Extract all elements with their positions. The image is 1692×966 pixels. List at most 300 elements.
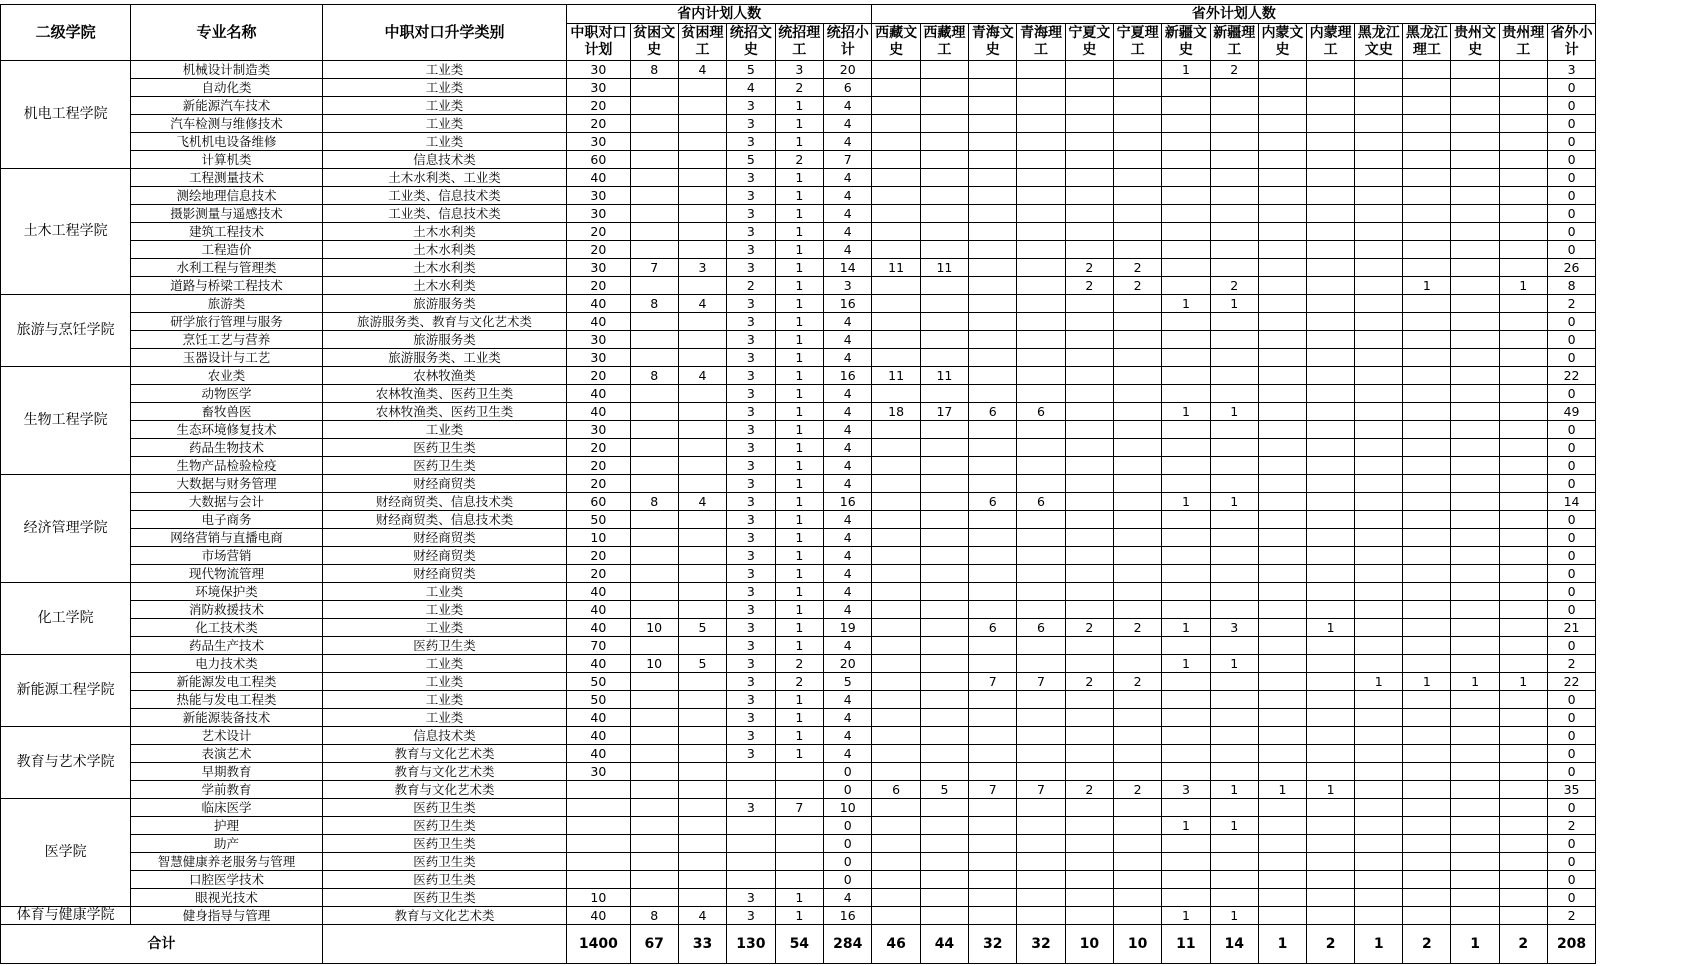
major-cell: 艺术设计 — [131, 727, 323, 745]
value-cell — [1065, 871, 1113, 889]
value-cell — [1210, 421, 1258, 439]
value-cell: 4 — [678, 61, 726, 79]
value-cell — [678, 583, 726, 601]
value-cell — [1355, 493, 1403, 511]
value-cell — [1307, 295, 1355, 313]
value-cell: 49 — [1547, 403, 1596, 421]
value-cell — [872, 547, 920, 565]
value-cell — [1258, 241, 1306, 259]
value-cell — [678, 601, 726, 619]
value-cell — [1017, 817, 1065, 835]
value-cell — [1403, 187, 1451, 205]
value-cell — [1210, 349, 1258, 367]
value-cell — [1258, 583, 1306, 601]
category-cell: 工业类 — [322, 115, 566, 133]
value-cell: 1 — [775, 277, 823, 295]
value-cell — [1113, 583, 1161, 601]
header-out-col: 宁夏文史 — [1065, 24, 1113, 61]
value-cell: 30 — [567, 205, 630, 223]
table-row — [1, 583, 1692, 601]
value-cell — [1065, 313, 1113, 331]
value-cell — [567, 871, 630, 889]
value-cell — [727, 781, 776, 799]
value-cell — [678, 763, 726, 781]
value-cell — [920, 349, 968, 367]
value-cell — [1307, 763, 1355, 781]
total-value-cell: 14 — [1210, 925, 1258, 964]
value-cell — [678, 277, 726, 295]
value-cell — [678, 151, 726, 169]
value-cell — [678, 745, 726, 763]
value-cell — [872, 853, 920, 871]
value-cell: 3 — [727, 241, 776, 259]
value-cell: 0 — [1547, 547, 1596, 565]
value-cell — [872, 241, 920, 259]
value-cell — [1307, 691, 1355, 709]
major-cell: 电力技术类 — [131, 655, 323, 673]
value-cell: 6 — [1017, 619, 1065, 637]
major-cell: 早期教育 — [131, 763, 323, 781]
value-cell — [678, 133, 726, 151]
value-cell: 40 — [567, 619, 630, 637]
value-cell: 1 — [775, 133, 823, 151]
value-cell — [1355, 529, 1403, 547]
value-cell — [872, 475, 920, 493]
value-cell: 5 — [920, 781, 968, 799]
value-cell — [1499, 187, 1547, 205]
table-row — [1, 709, 1692, 727]
major-cell: 市场营销 — [131, 547, 323, 565]
value-cell — [1355, 583, 1403, 601]
value-cell — [872, 151, 920, 169]
value-cell — [1210, 475, 1258, 493]
value-cell: 4 — [823, 241, 872, 259]
value-cell — [1210, 511, 1258, 529]
value-cell — [872, 709, 920, 727]
value-cell — [1499, 781, 1547, 799]
value-cell: 50 — [567, 673, 630, 691]
value-cell — [1403, 115, 1451, 133]
value-cell: 4 — [823, 133, 872, 151]
category-cell: 工业类 — [322, 61, 566, 79]
major-cell: 研学旅行管理与服务 — [131, 313, 323, 331]
value-cell — [872, 115, 920, 133]
value-cell — [1499, 367, 1547, 385]
value-cell — [920, 673, 968, 691]
value-cell — [1307, 403, 1355, 421]
header-out-col: 宁夏理工 — [1113, 24, 1161, 61]
major-cell: 计算机类 — [131, 151, 323, 169]
value-cell: 30 — [567, 763, 630, 781]
value-cell: 3 — [727, 187, 776, 205]
category-cell: 财经商贸类 — [322, 565, 566, 583]
value-cell: 22 — [1547, 673, 1596, 691]
value-cell — [1499, 313, 1547, 331]
value-cell: 3 — [1547, 61, 1596, 79]
total-value-cell: 1 — [1451, 925, 1499, 964]
value-cell: 3 — [727, 511, 776, 529]
value-cell — [1210, 583, 1258, 601]
value-cell: 40 — [567, 655, 630, 673]
value-cell — [1451, 205, 1499, 223]
value-cell — [1065, 511, 1113, 529]
value-cell — [1017, 421, 1065, 439]
value-cell: 20 — [567, 277, 630, 295]
major-cell: 测绘地理信息技术 — [131, 187, 323, 205]
enrollment-plan-table — [0, 4, 1692, 964]
total-row — [1, 925, 1692, 964]
header-out-col: 黑龙江文史 — [1355, 24, 1403, 61]
value-cell — [678, 97, 726, 115]
value-cell: 6 — [969, 493, 1017, 511]
category-cell: 医药卫生类 — [322, 871, 566, 889]
value-cell — [1403, 637, 1451, 655]
value-cell: 3 — [678, 259, 726, 277]
value-cell — [1258, 493, 1306, 511]
value-cell — [1307, 475, 1355, 493]
major-cell: 农业类 — [131, 367, 323, 385]
major-cell: 汽车检测与维修技术 — [131, 115, 323, 133]
value-cell — [1258, 367, 1306, 385]
value-cell — [920, 97, 968, 115]
value-cell — [1307, 583, 1355, 601]
value-cell — [1451, 799, 1499, 817]
value-cell — [630, 277, 678, 295]
value-cell — [1017, 97, 1065, 115]
value-cell — [1451, 169, 1499, 187]
value-cell: 4 — [823, 403, 872, 421]
value-cell — [920, 817, 968, 835]
value-cell: 1 — [1499, 673, 1547, 691]
value-cell — [1499, 97, 1547, 115]
value-cell: 3 — [1210, 619, 1258, 637]
value-cell — [1307, 547, 1355, 565]
value-cell — [1499, 565, 1547, 583]
value-cell: 2 — [1210, 61, 1258, 79]
value-cell — [1355, 619, 1403, 637]
value-cell: 0 — [1547, 421, 1596, 439]
value-cell: 20 — [567, 367, 630, 385]
value-cell — [872, 277, 920, 295]
value-cell — [1451, 763, 1499, 781]
value-cell — [1403, 61, 1451, 79]
value-cell — [1065, 547, 1113, 565]
value-cell — [1451, 691, 1499, 709]
value-cell: 35 — [1547, 781, 1596, 799]
value-cell — [1210, 745, 1258, 763]
value-cell — [1065, 835, 1113, 853]
value-cell — [1403, 619, 1451, 637]
value-cell — [1065, 889, 1113, 907]
value-cell — [969, 241, 1017, 259]
value-cell — [678, 241, 726, 259]
category-cell: 工业类 — [322, 691, 566, 709]
value-cell: 0 — [1547, 205, 1596, 223]
value-cell — [630, 385, 678, 403]
value-cell — [969, 601, 1017, 619]
value-cell: 20 — [567, 241, 630, 259]
value-cell — [1499, 349, 1547, 367]
value-cell — [1113, 475, 1161, 493]
value-cell — [1451, 475, 1499, 493]
category-cell: 医药卫生类 — [322, 637, 566, 655]
value-cell — [1162, 439, 1210, 457]
value-cell: 4 — [678, 493, 726, 511]
value-cell: 1 — [775, 529, 823, 547]
value-cell — [678, 223, 726, 241]
value-cell: 3 — [727, 115, 776, 133]
college-cell: 新能源工程学院 — [1, 655, 131, 727]
value-cell: 1 — [1162, 817, 1210, 835]
value-cell — [1499, 115, 1547, 133]
value-cell: 30 — [567, 349, 630, 367]
value-cell: 0 — [1547, 475, 1596, 493]
total-value-cell: 10 — [1065, 925, 1113, 964]
value-cell — [1499, 709, 1547, 727]
value-cell — [1258, 385, 1306, 403]
value-cell — [567, 853, 630, 871]
value-cell — [1017, 709, 1065, 727]
major-cell: 药品生物技术 — [131, 439, 323, 457]
value-cell — [1113, 817, 1161, 835]
table-row — [1, 457, 1692, 475]
value-cell — [1065, 583, 1113, 601]
value-cell: 17 — [920, 403, 968, 421]
header-college: 二级学院 — [1, 5, 131, 61]
value-cell — [1451, 187, 1499, 205]
value-cell — [1162, 385, 1210, 403]
value-cell: 20 — [567, 223, 630, 241]
value-cell — [1307, 871, 1355, 889]
value-cell — [1258, 313, 1306, 331]
major-cell: 智慧健康养老服务与管理 — [131, 853, 323, 871]
value-cell — [630, 313, 678, 331]
value-cell — [1403, 817, 1451, 835]
value-cell — [567, 835, 630, 853]
table-row — [1, 799, 1692, 817]
table-footer — [1, 925, 1692, 964]
value-cell — [1210, 601, 1258, 619]
value-cell — [969, 61, 1017, 79]
value-cell — [1403, 799, 1451, 817]
table-row — [1, 367, 1692, 385]
value-cell — [1162, 637, 1210, 655]
value-cell — [1162, 349, 1210, 367]
value-cell — [1307, 259, 1355, 277]
value-cell — [872, 835, 920, 853]
category-cell: 土木水利类、工业类 — [322, 169, 566, 187]
value-cell — [1017, 439, 1065, 457]
value-cell — [1210, 871, 1258, 889]
value-cell — [1403, 709, 1451, 727]
value-cell — [1162, 601, 1210, 619]
header-out-col: 青海理工 — [1017, 24, 1065, 61]
value-cell — [630, 529, 678, 547]
value-cell — [920, 511, 968, 529]
major-cell: 临床医学 — [131, 799, 323, 817]
value-cell — [1258, 475, 1306, 493]
value-cell: 1 — [1162, 295, 1210, 313]
value-cell — [1113, 709, 1161, 727]
value-cell — [872, 565, 920, 583]
value-cell — [630, 223, 678, 241]
table-row — [1, 691, 1692, 709]
total-value-cell: 2 — [1403, 925, 1451, 964]
value-cell — [1113, 655, 1161, 673]
value-cell: 1 — [775, 601, 823, 619]
value-cell — [630, 115, 678, 133]
major-cell: 机械设计制造类 — [131, 61, 323, 79]
header-in-province-group: 省内计划人数 — [567, 5, 872, 24]
value-cell — [630, 241, 678, 259]
total-value-cell: 44 — [920, 925, 968, 964]
value-cell — [1355, 835, 1403, 853]
value-cell: 0 — [1547, 529, 1596, 547]
value-cell — [1065, 349, 1113, 367]
value-cell — [1065, 97, 1113, 115]
value-cell: 1 — [775, 727, 823, 745]
value-cell — [1403, 151, 1451, 169]
value-cell: 1 — [1355, 673, 1403, 691]
value-cell — [1451, 583, 1499, 601]
table-row — [1, 61, 1692, 79]
total-value-cell: 46 — [872, 925, 920, 964]
major-cell: 摄影测量与遥感技术 — [131, 205, 323, 223]
value-cell — [1258, 817, 1306, 835]
value-cell — [1210, 565, 1258, 583]
value-cell — [1113, 313, 1161, 331]
value-cell — [1017, 889, 1065, 907]
value-cell — [1162, 529, 1210, 547]
value-cell — [1403, 421, 1451, 439]
value-cell: 3 — [727, 583, 776, 601]
value-cell — [1017, 61, 1065, 79]
value-cell — [1017, 169, 1065, 187]
value-cell — [1210, 205, 1258, 223]
table-row — [1, 403, 1692, 421]
value-cell: 20 — [567, 97, 630, 115]
total-value-cell: 1400 — [567, 925, 630, 964]
value-cell — [920, 763, 968, 781]
value-cell: 4 — [823, 565, 872, 583]
value-cell — [1451, 223, 1499, 241]
value-cell — [920, 727, 968, 745]
value-cell: 3 — [727, 169, 776, 187]
value-cell — [1210, 799, 1258, 817]
value-cell — [630, 709, 678, 727]
value-cell — [1258, 277, 1306, 295]
value-cell — [1355, 349, 1403, 367]
value-cell: 3 — [727, 601, 776, 619]
value-cell — [1451, 619, 1499, 637]
value-cell — [678, 475, 726, 493]
value-cell — [1499, 385, 1547, 403]
value-cell: 30 — [567, 79, 630, 97]
value-cell — [1113, 97, 1161, 115]
table-row — [1, 313, 1692, 331]
category-cell: 旅游服务类、工业类 — [322, 349, 566, 367]
value-cell: 1 — [1451, 673, 1499, 691]
value-cell — [630, 349, 678, 367]
value-cell — [872, 385, 920, 403]
value-cell — [1065, 241, 1113, 259]
value-cell — [1403, 241, 1451, 259]
value-cell: 1 — [775, 619, 823, 637]
value-cell: 6 — [872, 781, 920, 799]
category-cell: 财经商贸类 — [322, 529, 566, 547]
value-cell — [1355, 79, 1403, 97]
value-cell — [1162, 709, 1210, 727]
header-category: 中职对口升学类别 — [322, 5, 566, 61]
category-cell: 工业类 — [322, 133, 566, 151]
table-row — [1, 331, 1692, 349]
value-cell — [920, 295, 968, 313]
value-cell — [920, 313, 968, 331]
value-cell — [872, 439, 920, 457]
major-cell: 玉器设计与工艺 — [131, 349, 323, 367]
value-cell — [1451, 403, 1499, 421]
value-cell — [1355, 385, 1403, 403]
value-cell: 50 — [567, 511, 630, 529]
category-cell: 工业类、信息技术类 — [322, 205, 566, 223]
value-cell: 0 — [1547, 871, 1596, 889]
value-cell: 22 — [1547, 367, 1596, 385]
value-cell — [1451, 439, 1499, 457]
table-row — [1, 151, 1692, 169]
value-cell: 3 — [775, 61, 823, 79]
college-cell: 化工学院 — [1, 583, 131, 655]
value-cell — [678, 529, 726, 547]
table-row — [1, 223, 1692, 241]
value-cell — [1258, 439, 1306, 457]
value-cell — [920, 691, 968, 709]
value-cell: 1 — [775, 97, 823, 115]
value-cell — [1307, 421, 1355, 439]
value-cell — [920, 583, 968, 601]
value-cell — [1258, 907, 1306, 925]
value-cell — [1017, 79, 1065, 97]
value-cell — [1017, 601, 1065, 619]
value-cell — [1065, 853, 1113, 871]
value-cell: 2 — [1065, 781, 1113, 799]
value-cell — [1258, 187, 1306, 205]
value-cell — [1451, 133, 1499, 151]
value-cell — [1113, 187, 1161, 205]
value-cell — [1162, 259, 1210, 277]
value-cell: 1 — [1162, 61, 1210, 79]
value-cell — [1210, 547, 1258, 565]
value-cell: 20 — [823, 61, 872, 79]
value-cell — [678, 421, 726, 439]
value-cell: 0 — [823, 817, 872, 835]
value-cell: 4 — [823, 709, 872, 727]
major-cell: 表演艺术 — [131, 745, 323, 763]
value-cell — [1403, 655, 1451, 673]
value-cell — [969, 655, 1017, 673]
value-cell — [1355, 745, 1403, 763]
value-cell: 1 — [1162, 655, 1210, 673]
value-cell — [1258, 133, 1306, 151]
value-cell: 8 — [630, 493, 678, 511]
category-cell: 工业类 — [322, 583, 566, 601]
table-row — [1, 853, 1692, 871]
table-row — [1, 385, 1692, 403]
value-cell — [1451, 547, 1499, 565]
value-cell — [1499, 241, 1547, 259]
value-cell: 6 — [1017, 493, 1065, 511]
value-cell — [1258, 457, 1306, 475]
value-cell: 1 — [775, 439, 823, 457]
